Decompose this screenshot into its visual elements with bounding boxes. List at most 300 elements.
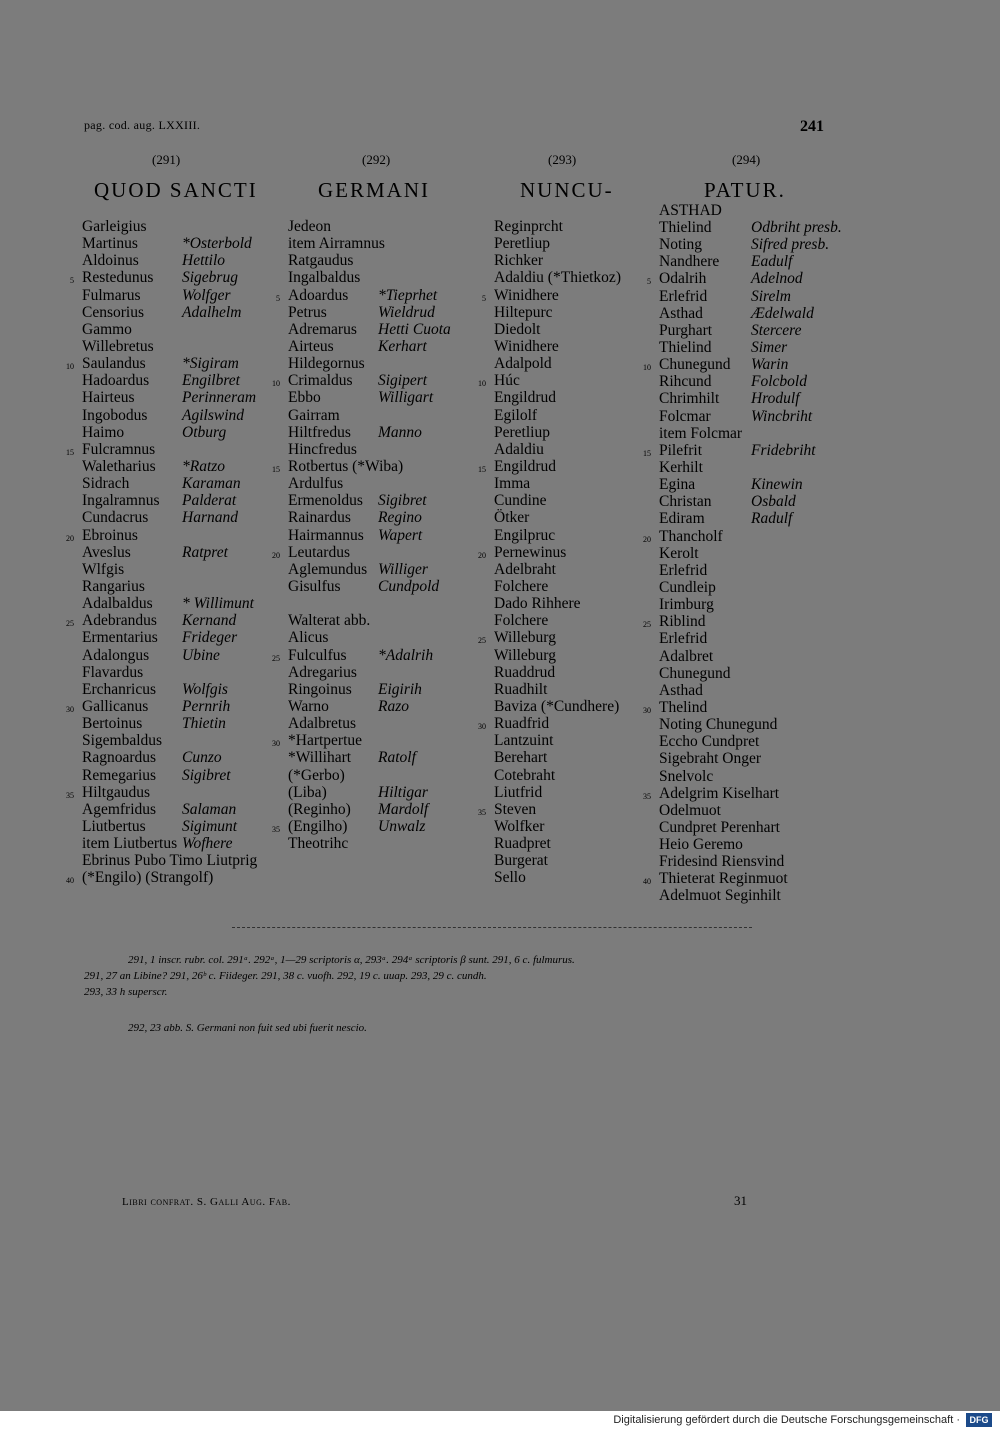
name-line [494,647,621,664]
name-line [494,389,621,406]
name-entry: Adebrandus [82,612,157,630]
name-line [82,509,257,526]
name-line [82,338,257,355]
name-entry: Fulculfus [288,646,347,664]
line-number: 20 [66,533,74,543]
name-entry-italic: Karaman [182,475,241,493]
name-line [82,835,257,852]
name-entry: Airteus [288,337,334,355]
name-line [659,459,788,476]
name-entry: Alicus [288,629,329,647]
name-line [82,544,257,561]
line-number: 10 [478,379,486,389]
line-number: 35 [66,790,74,800]
name-entry-italic: Agilswind [182,406,245,424]
name-line [82,321,257,338]
name-entry: Peretliup [494,423,550,441]
name-line [288,389,434,407]
name-line [288,423,422,441]
name-line [494,338,621,355]
name-entry: Asthad [659,304,703,322]
name-line [288,269,403,286]
name-entry-italic: Wolfgis [182,680,228,698]
name-entry-italic: *Tieprhet [378,286,438,304]
name-line [478,629,621,647]
name-line [272,817,426,835]
name-entry: Haimo [82,423,125,441]
name-entry: Ebrinus Pubo Timo Liutprig [82,852,258,870]
name-entry: Leutardus [288,543,350,561]
name-entry: Adaldiu [494,440,544,458]
name-entry: Aldoinus [82,252,139,270]
name-entry: Willeburg [494,646,556,664]
name-entry: Folchere [494,577,549,595]
dfg-text: Digitalisierung gefördert durch die Deutsche Forschungsgemeinschaft · [613,1414,960,1426]
name-line [82,561,257,578]
name-line [272,457,404,475]
name-entry: (*Engilo) (Strangolf) [82,869,214,887]
name-line [82,492,257,509]
name-line [494,681,621,698]
name-entry-italic: Adelnod [751,270,803,288]
name-entry-italic: Odbriht presb. [751,219,842,236]
line-number: 40 [643,877,651,887]
name-entry: Purghart [659,321,713,339]
name-entry: item Liutbertus [82,835,178,853]
name-entry: (Reginho) [288,800,351,818]
name-entry: Walterat abb. [288,612,371,630]
name-entry: Cundleip [659,578,716,596]
name-line [82,218,257,235]
name-line [494,835,621,852]
name-entry: Sigebraht Onger [659,750,762,768]
name-entry-italic: Wofhere [182,835,233,853]
name-line [659,648,788,665]
name-entry: Fridesind Riensvind [659,853,785,871]
name-line [494,492,621,509]
name-line [82,252,257,269]
name-entry-italic: Perinneram [182,389,257,407]
name-line [659,253,793,271]
name-entry: *Hartpertue [288,732,363,750]
name-entry: Ingalramnus [82,492,160,510]
page-number: 241 [800,118,824,135]
name-line [659,425,788,442]
name-line [288,680,422,698]
name-line [659,682,788,699]
name-entry-italic: Wincbriht [751,407,813,425]
name-line [82,852,257,869]
name-entry: Warno [288,697,329,715]
name-column-3 [478,218,621,887]
name-entry: item Folcmar [659,424,743,442]
name-line [82,595,257,612]
name-entry: Agemfridus [82,800,157,818]
name-entry: Jedeon [288,218,332,235]
name-entry: Adalongus [82,646,150,664]
name-entry: Ruadhilt [494,680,548,698]
name-line [66,355,257,373]
name-entry: Cundine [494,492,547,510]
name-entry: Húc [494,372,520,390]
name-line [288,475,403,492]
name-line [494,509,621,526]
name-line [82,287,257,304]
name-line [659,750,788,767]
name-entry: Folcmar [659,407,711,425]
name-entry: Christan [659,493,712,511]
name-entry-italic: Sigebrug [182,269,238,287]
line-number: 25 [272,653,280,663]
name-entry: Chrimhilt [659,390,720,408]
name-line [494,218,621,235]
name-line [659,373,807,391]
name-line [82,818,257,835]
name-entry: Thelind [659,698,708,716]
name-line [288,664,403,681]
name-entry: Nandhere [659,253,720,271]
name-line [643,698,788,716]
name-entry-italic: Folcbold [751,373,807,391]
name-entry: Erlefrid [659,630,708,648]
name-entry: Ebroinus [82,526,138,544]
name-entry: Adelmuot Seginhilt [659,887,781,905]
name-entry: Egilolf [494,406,538,424]
name-line [288,800,429,818]
column-number-4: (294) [732,152,761,167]
name-line [659,219,842,236]
name-entry: Adaldiu (*Thietkoz) [494,269,621,287]
name-line [66,697,257,715]
name-entry-italic: Radulf [751,510,793,528]
name-entry: Kerolt [659,544,699,562]
name-entry: Gairram [288,406,340,424]
name-line [659,630,788,647]
name-entry: Ingalbaldus [288,269,361,287]
name-entry: (Liba) [288,783,327,801]
name-entry: Chunegund [659,664,731,682]
name-line [494,732,621,749]
name-entry: Odalrih [659,270,707,288]
name-line [82,732,257,749]
name-entry: Adelbraht [494,560,556,578]
footnote-line-2: 291, 27 an Libine? 291, 26ᵇ c. Fiideger. 291, 38 c. vuofh. 292, 19 c. uuap. 293, 29 c. cundh. [84,970,487,982]
name-entry: Irimburg [659,596,714,614]
name-entry: Snelvolc [659,767,714,785]
name-entry: Odelmuot [659,801,721,819]
line-number: 35 [643,791,651,801]
name-entry-italic: Razo [378,697,409,715]
name-entry-italic: * Willimunt [182,595,254,613]
name-line [288,595,403,612]
name-entry-italic: Cundpold [378,577,440,595]
name-line [82,801,257,818]
name-entry-italic: Warin [751,356,789,374]
name-entry: Fulcramnus [82,440,156,458]
name-column-2 [272,218,451,853]
name-line [659,887,788,904]
name-line [82,424,257,441]
name-entry-italic: Ubine [182,646,220,664]
line-number: 15 [66,447,74,457]
title-part-2: GERMANI [318,178,430,202]
name-entry: Rangarius [82,577,145,595]
footnotes [84,952,834,1000]
name-line [659,579,788,596]
line-number: 30 [478,722,486,732]
name-line [647,270,803,288]
name-entry-italic: Mardolf [378,800,429,818]
name-entry: Aveslus [82,543,131,561]
name-entry: Engildrud [494,389,556,407]
name-entry: Richker [494,252,544,270]
name-line [494,698,621,715]
name-line [494,407,621,424]
name-entry: Egina [659,476,696,494]
name-entry: Ermenoldus [288,492,363,510]
name-entry: Burgerat [494,852,548,870]
name-line [288,526,423,544]
name-line [659,236,830,254]
name-entry-italic: *Osterbold [182,235,252,253]
name-entry: Ebbo [288,389,321,407]
column-number-1: (291) [152,152,181,167]
name-line [66,869,257,887]
name-entry-italic: Eadulf [751,253,793,271]
line-number: 25 [66,619,74,629]
name-line [288,337,427,355]
name-entry: Pernewinus [494,543,567,561]
name-entry-italic: *Sigiram [182,355,239,373]
name-entry: Riblind [659,613,706,631]
name-entry-italic: Hrodulf [751,390,800,408]
name-line [288,252,403,269]
name-line [659,768,788,785]
name-entry-italic: Wieldrud [378,303,435,321]
name-entry: Erlefrid [659,287,708,305]
name-entry: Petrus [288,303,327,321]
line-number: 25 [478,636,486,646]
name-entry-italic: Sirelm [751,287,791,305]
name-entry: Adalbret [659,647,714,665]
name-line [288,767,403,784]
line-number: 15 [643,448,651,458]
name-entry: Gisulfus [288,577,341,595]
name-line [82,235,257,252]
name-entry: Engilpruc [494,526,556,544]
name-column-4 [643,219,842,905]
name-line [494,612,621,629]
name-entry: Eccho Cundpret [659,733,760,751]
name-entry: Ringoinus [288,680,352,698]
name-entry: Baviza (*Cundhere) [494,697,620,715]
line-number: 20 [272,550,280,560]
name-entry: (*Gerbo) [288,766,345,784]
name-line [494,252,621,269]
line-number: 30 [272,739,280,749]
name-entry: Hiltgaudus [82,783,151,801]
running-header: pag. cod. aug. LXXIII. [84,118,201,132]
name-entry-italic: Simer [751,338,788,356]
name-line [494,852,621,869]
name-entry: Aglemundus [288,560,368,578]
name-entry-italic: Hetti Cuota [378,320,451,338]
name-entry: Sigembaldus [82,732,163,750]
name-entry: Ratgaudus [288,252,354,270]
name-entry: Theotrihc [288,835,349,853]
name-line [643,613,788,631]
name-line [494,561,621,578]
name-entry: Imma [494,475,531,493]
name-entry: Censorius [82,303,144,321]
dfg-logo: DFG [966,1413,992,1427]
name-entry: Pilefrit [659,441,703,459]
name-entry-italic: Otburg [182,423,227,441]
name-entry: Hairteus [82,389,135,407]
name-line [494,441,621,458]
name-line [659,407,813,425]
name-line [288,441,403,458]
name-entry-italic: *Ratzo [182,457,226,475]
name-entry: Ingobodus [82,406,148,424]
name-entry: Ruaddrud [494,663,556,681]
name-line [643,356,789,374]
name-line [478,543,621,561]
name-entry: Rihcund [659,373,712,391]
name-line [82,767,257,784]
name-entry: Thancholf [659,527,723,545]
name-entry-italic: Wolfger [182,286,231,304]
name-entry: Thielind [659,219,712,236]
name-line [288,577,440,595]
name-entry: Saulandus [82,355,146,373]
name-entry: Reginprcht [494,218,563,235]
name-line [288,612,403,629]
name-entry: Hiltfredus [288,423,351,441]
name-entry: Berehart [494,749,548,767]
name-entry-italic: Ædelwald [751,304,814,322]
name-column-1 [66,218,258,887]
name-line [82,304,257,321]
line-number: 40 [66,876,74,886]
name-entry: Adremarus [288,320,357,338]
name-line [494,784,621,801]
name-entry: Martinus [82,235,138,253]
name-entry: Remegarius [82,766,157,784]
name-entry: Willebretus [82,337,154,355]
column-number-2: (292) [362,152,391,167]
name-line [288,783,428,801]
name-entry: Gammo [82,320,132,338]
name-entry: Thieterat Reginmuot [659,870,788,888]
name-line [482,286,621,304]
name-line [288,835,403,852]
name-line [659,510,793,528]
name-entry: Ötker [494,509,530,527]
name-line [494,475,621,492]
line-number: 20 [478,550,486,560]
name-line [659,596,788,613]
name-entry-italic: Regino [378,509,422,527]
name-entry: Ruadfrid [494,715,550,733]
footnote-remark: 292, 23 abb. S. Germani non fuit sed ubi fuerit nescio. [128,1022,367,1034]
name-entry: Lantzuint [494,732,554,750]
name-line [494,269,621,286]
name-line [288,355,403,372]
name-entry-italic: Sigibret [182,766,231,784]
name-entry: Cundacrus [82,509,149,527]
name-entry: Crimaldus [288,372,353,390]
name-entry: Hincfredus [288,440,357,458]
name-entry: Ragnoardus [82,749,157,767]
name-entry-italic: Osbald [751,493,796,511]
line-number: 30 [643,705,651,715]
name-entry: Waletharius [82,457,156,475]
name-line [659,802,788,819]
name-line [659,493,796,511]
name-entry: Bertoinus [82,715,143,733]
name-entry: Ruadpret [494,835,551,853]
name-line [643,784,788,802]
line-number: 35 [272,824,280,834]
name-entry: Hildegornus [288,355,365,373]
name-entry: Heio Geremo [659,836,743,854]
name-entry: Flavardus [82,663,144,681]
name-line [288,320,451,338]
line-number: 15 [478,464,486,474]
name-entry: Adregarius [288,663,357,681]
name-entry-italic: Fridebriht [751,441,816,459]
name-entry-italic: Kernand [182,612,237,630]
name-line [659,390,800,408]
name-entry-italic: Williger [378,560,428,578]
name-entry: Hairmannus [288,526,364,544]
name-line [272,372,428,390]
name-line [288,235,403,252]
name-line [272,732,403,750]
name-line [288,629,403,646]
name-entry-italic: Cunzo [182,749,222,767]
name-entry-italic: Sigipert [378,372,428,390]
separator-rule [232,927,752,929]
name-entry: Rainardus [288,509,351,527]
name-line [288,407,403,424]
title-part-4: PATUR. [704,178,786,202]
name-line [494,424,621,441]
name-line [659,819,788,836]
name-entry: Noting Chunegund [659,716,778,734]
name-line [82,664,257,681]
line-number: 10 [66,362,74,372]
name-entry: Fulmarus [82,286,141,304]
name-line [82,749,257,766]
name-line [643,870,788,888]
name-line [659,321,802,339]
name-line [82,715,257,732]
name-line [659,665,788,682]
name-entry: Liutfrid [494,783,543,801]
name-entry: Noting [659,236,703,254]
name-entry: Hiltepurc [494,303,553,321]
name-entry-italic: Eigirih [378,680,422,698]
name-entry-italic: Frideger [182,629,238,647]
name-entry: Winidhere [494,286,559,304]
name-entry: Erchanricus [82,680,157,698]
footer-signature: Libri confrat. S. Galli Aug. Fab. [122,1196,291,1208]
name-entry: Cundpret Perenhart [659,818,780,836]
name-line [494,321,621,338]
name-line [272,543,403,561]
